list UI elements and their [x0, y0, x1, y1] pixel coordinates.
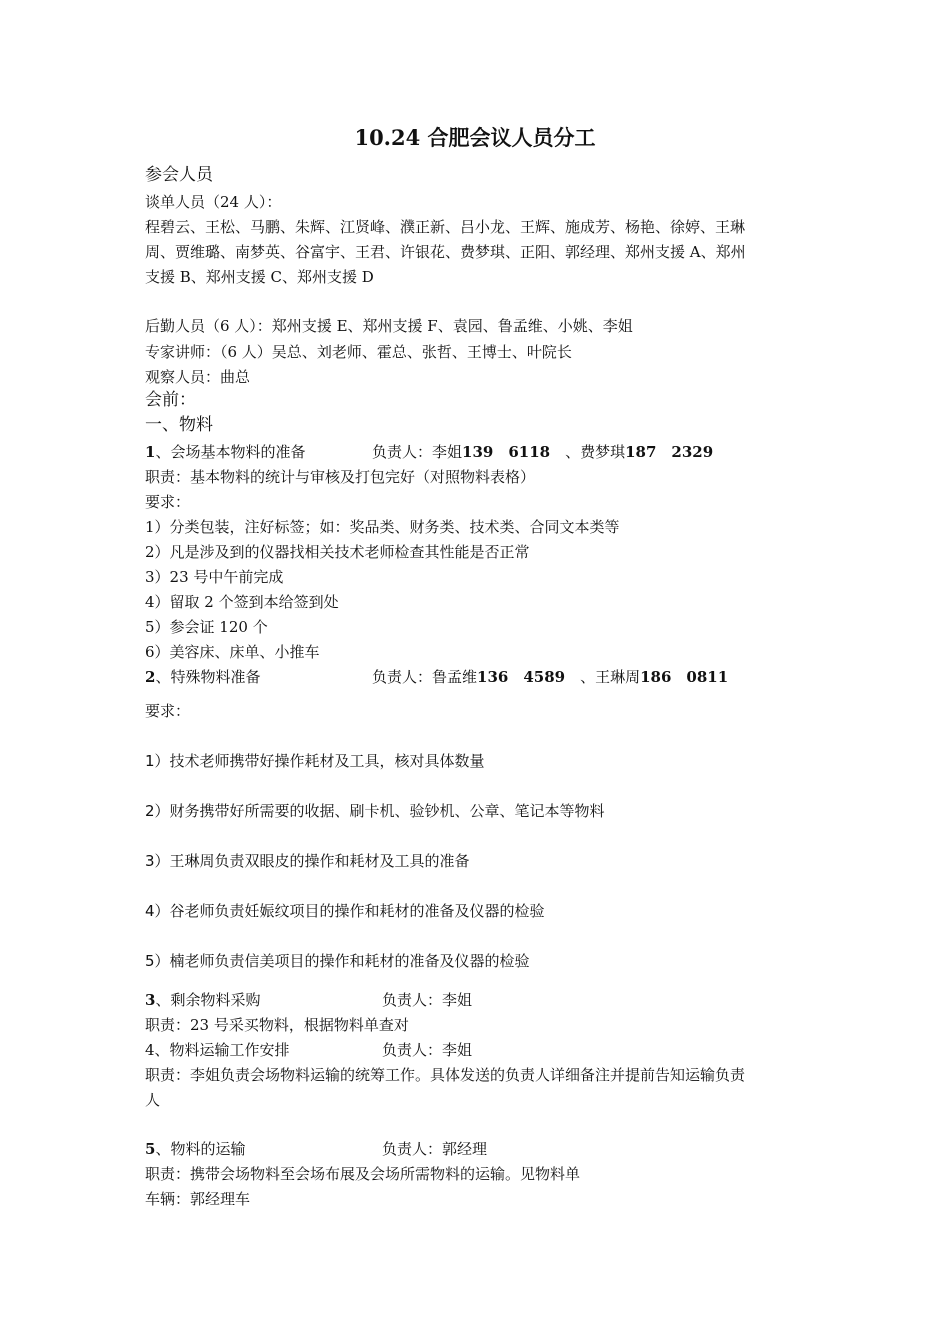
- section-1-title: 1、会场基本物料的准备: [145, 443, 306, 461]
- sales-names-line-1: 程碧云、王松、马鹏、朱辉、江贤峰、濮正新、吕小龙、王辉、施成芳、杨艳、徐婷、王琳: [145, 218, 746, 236]
- section-2-requirements-label: 要求：: [145, 702, 191, 720]
- document-title: 10.24 合肥会议人员分工: [354, 125, 596, 150]
- section-3-responsible: 负责人：李姐: [382, 991, 473, 1009]
- section-4-title: 4、物料运输工作安排: [145, 1041, 290, 1059]
- section-5-responsible: 负责人：郭经理: [382, 1140, 488, 1158]
- section-3-title: 3、剩余物料采购: [145, 991, 261, 1009]
- observers: 观察人员：曲总: [145, 368, 251, 386]
- expert-lecturers: 专家讲师：（6 人）吴总、刘老师、霍总、张哲、王博士、叶院长: [145, 343, 572, 361]
- section-1-req-item: 6）美容床、床单、小推车: [145, 643, 320, 661]
- section-2-title: 2、特殊物料准备: [145, 668, 261, 686]
- materials-heading: 一、物料: [145, 415, 213, 435]
- sales-label: 谈单人员（24 人）：: [145, 193, 282, 211]
- participants-heading: 参会人员: [145, 165, 213, 185]
- section-2-req-item: 2）财务携带好所需要的收据、刷卡机、验钞机、公章、笔记本等物料: [145, 802, 605, 820]
- section-3-duty: 职责：23 号采买物料，根据物料单查对: [145, 1016, 409, 1034]
- section-1-req-item: 5）参会证 120 个: [145, 618, 268, 636]
- section-1-responsible: 负责人：李姐139 6118 、费梦琪187 2329: [372, 443, 714, 461]
- section-1-req-item: 4）留取 2 个签到本给签到处: [145, 593, 339, 611]
- section-1-duty: 职责：基本物料的统计与审核及打包完好（对照物料表格）: [145, 468, 536, 486]
- section-4-duty-line-2: 人: [145, 1091, 161, 1109]
- section-5-vehicle: 车辆：郭经理车: [145, 1190, 251, 1208]
- section-2-responsible: 负责人：鲁孟维136 4589 、王琳周186 0811: [372, 668, 729, 686]
- before-meeting-heading: 会前：: [145, 390, 196, 410]
- section-2-req-item: 3）王琳周负责双眼皮的操作和耗材及工具的准备: [145, 852, 470, 870]
- section-2-req-item: 4）谷老师负责妊娠纹项目的操作和耗材的准备及仪器的检验: [145, 902, 545, 920]
- logistics-staff: 后勤人员（6 人）：郑州支援 E、郑州支援 F、袁园、鲁孟维、小姚、李姐: [145, 317, 633, 335]
- section-2-req-item: 1）技术老师携带好操作耗材及工具，核对具体数量: [145, 752, 485, 770]
- section-1-req-item: 3）23 号中午前完成: [145, 568, 284, 586]
- section-1-req-item: 1）分类包装，注好标签；如：奖品类、财务类、技术类、合同文本类等: [145, 518, 620, 536]
- section-1-req-item: 2）凡是涉及到的仪器找相关技术老师检查其性能是否正常: [145, 543, 530, 561]
- section-5-title: 5、物料的运输: [145, 1140, 246, 1158]
- section-1-requirements-label: 要求：: [145, 493, 191, 511]
- section-5-duty: 职责：携带会场物料至会场布展及会场所需物料的运输。见物料单: [145, 1165, 581, 1183]
- sales-names-line-3: 支援 B、郑州支援 C、郑州支援 D: [145, 268, 374, 286]
- section-4-duty-line-1: 职责：李姐负责会场物料运输的统筹工作。具体发送的负责人详细备注并提前告知运输负责: [145, 1066, 746, 1084]
- sales-names-line-2: 周、贾维璐、南梦英、谷富宇、王君、许银花、费梦琪、正阳、郭经理、郑州支援 A、郑州: [145, 243, 746, 261]
- section-4-responsible: 负责人：李姐: [382, 1041, 473, 1059]
- section-2-req-item: 5）楠老师负责信美项目的操作和耗材的准备及仪器的检验: [145, 952, 530, 970]
